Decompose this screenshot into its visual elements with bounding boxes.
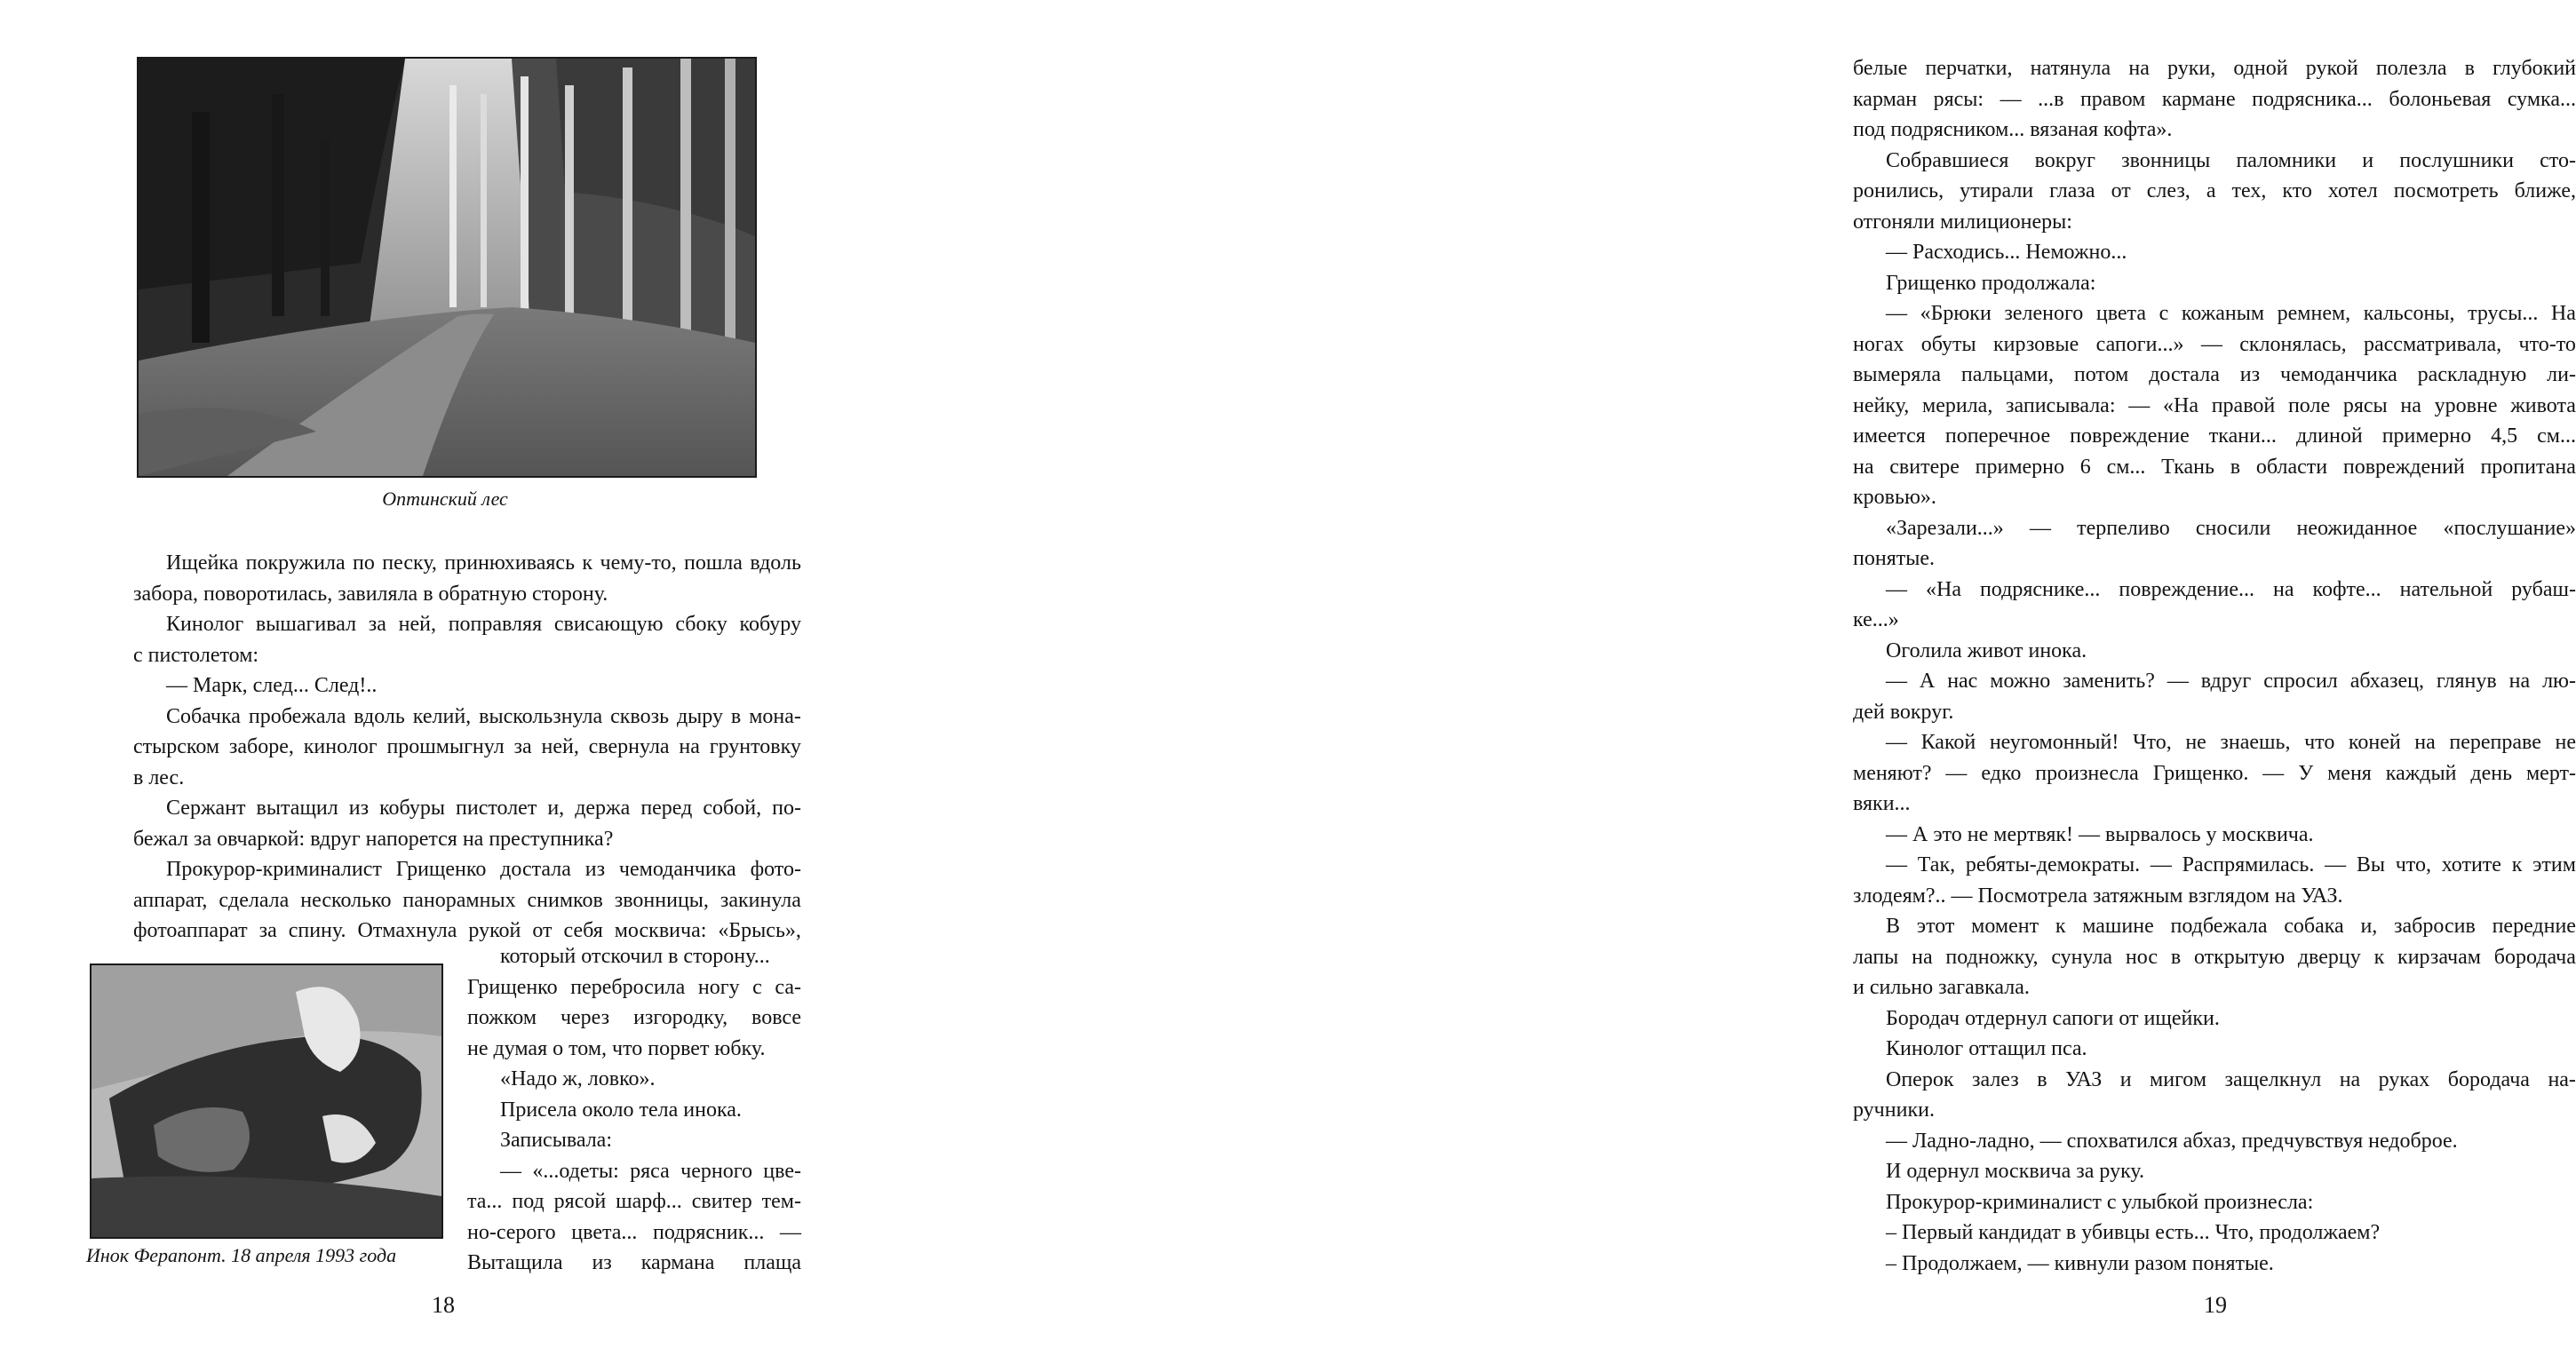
monk-photo (90, 963, 443, 1239)
text-line: на свитере примерно 6 см... Ткань в области повреждений пропитана (1853, 455, 2576, 479)
text-line: — Так, ребяты-демократы. — Распрямилась. — Вы что, хотите к этим (1886, 853, 2576, 876)
text-line: и сильно загавкала. (1853, 976, 2030, 999)
text-line: злодеям?.. — Посмотрела затяжным взглядом на УАЗ. (1853, 884, 2343, 908)
forest-photo-caption: Оптинский лес (382, 488, 508, 510)
text-line: — Расходись... Неможно... (1886, 241, 2127, 264)
page-number-right: 19 (2204, 1292, 2227, 1318)
text-line: под подрясником... вязаная кофта». (1853, 118, 2173, 141)
text-line: Оголила живот инока. (1886, 638, 2087, 662)
text-line: стырском заборе, кинолог прошмыгнул за ней, свернула на грунтовку (133, 735, 801, 758)
text-line: та... под рясой шарф... свитер тем- (467, 1190, 801, 1213)
text-line: который отскочил в сторону... (500, 945, 770, 968)
page-number-left: 18 (432, 1292, 455, 1318)
text-line: Прокурор-криминалист с улыбкой произнесла: (1886, 1190, 2314, 1214)
text-line: карман рясы: — ...в правом кармане подрясника... болоньевая сумка... (1853, 87, 2576, 111)
right-page (888, 0, 2576, 1356)
text-line: — Какой неугомонный! Что, не знаешь, что коней на переправе не (1886, 731, 2576, 754)
text-line: — А это не мертвяк! — вырвалось у москвича. (1886, 822, 2314, 846)
text-line: меняют? — едко произнесла Грищенко. — У меня каждый день мерт- (1853, 761, 2576, 785)
text-line: Кинолог оттащил пса. (1886, 1037, 2087, 1060)
text-line: белые перчатки, натянула на руки, одной рукой полезла в глубокий (1853, 57, 2576, 80)
text-line: вымеряла пальцами, потом достала из чемоданчика раскладную ли- (1853, 363, 2576, 386)
left-page-wrapped-text (467, 941, 801, 1279)
left-page (0, 0, 888, 1356)
text-line: дей вокруг. (1853, 700, 1954, 724)
text-line: Собравшиеся вокруг звонницы паломники и послушники сто- (1886, 148, 2576, 172)
text-line: – Первый кандидат в убивцы есть... Что, продолжаем? (1886, 1221, 2381, 1244)
text-line: ронились, утирали глаза от слез, а тех, кто хотел посмотреть ближе, (1853, 179, 2576, 202)
text-line: не думая о том, что порвет юбку. (467, 1036, 766, 1060)
text-line: ручники. (1853, 1098, 1935, 1122)
text-line: Грищенко продолжала: (1886, 271, 2096, 295)
text-line: Присела около тела инока. (500, 1098, 742, 1122)
text-line: Бородач отдернул сапоги от ищейки. (1886, 1006, 2220, 1030)
text-line: Грищенко перебросила ногу с са- (467, 975, 801, 999)
text-line: Собачка пробежала вдоль келий, выскользнула сквозь дыру в мона- (166, 704, 801, 728)
text-line: Сержант вытащил из кобуры пистолет и, держа перед собой, по- (166, 797, 801, 820)
text-line: фотоаппарат за спину. Отмахнула рукой от себя москвича: «Брысь», (133, 919, 801, 942)
right-page-body-text (1853, 53, 2576, 1279)
text-line: Прокурор-криминалист Грищенко достала из чемоданчика фото- (166, 858, 801, 881)
text-line: — А нас можно заменить? — вдруг спросил абхазец, глянув на лю- (1886, 670, 2576, 693)
text-line: Кинолог вышагивал за ней, поправляя свисающую сбоку кобуру (166, 613, 801, 636)
text-line: ке...» (1853, 608, 1899, 631)
text-line: Ищейка покружила по песку, принюхиваясь к чему-то, пошла вдоль (166, 551, 801, 575)
text-line: с пистолетом: (133, 643, 259, 667)
forest-photo (137, 57, 757, 478)
text-line: — «Брюки зеленого цвета с кожаным ремнем, кальсоны, трусы... На (1886, 302, 2576, 325)
text-line: отгоняли милиционеры: (1853, 210, 2072, 234)
text-line: ногах обуты кирзовые сапоги...» — склонялась, рассматривала, что-то (1853, 332, 2576, 356)
text-line: понятые. (1853, 547, 1935, 570)
text-line: – Продолжаем, — кивнули разом понятые. (1886, 1251, 2274, 1275)
text-line: бежал за овчаркой: вдруг напорется на преступника? (133, 827, 614, 851)
text-line: вяки... (1853, 792, 1911, 815)
text-line: аппарат, сделала несколько панорамных снимков звонницы, закинула (133, 888, 801, 912)
text-line: Вытащила из кармана плаща (467, 1251, 801, 1274)
text-line: — Ладно-ладно, — спохватился абхаз, предчувствуя недоброе. (1886, 1129, 2458, 1153)
text-line: нейку, мерила, записывала: — «На правой поле рясы на уровне живота (1853, 393, 2576, 417)
text-line: Оперок залез в УАЗ и мигом защелкнул на руках бородача на- (1886, 1067, 2576, 1091)
text-line: пожком через изгородку, вовсе (467, 1006, 801, 1029)
monk-photo-caption: Инок Ферапонт. 18 апреля 1993 года (86, 1244, 397, 1266)
text-line: кровью». (1853, 486, 1936, 509)
text-line: в лес. (133, 765, 185, 789)
text-line: «Зарезали...» — терпеливо сносили неожиданное «послушание» (1886, 516, 2576, 540)
text-line: — «...одеты: ряса черного цве- (500, 1159, 801, 1183)
text-line: лапы на подножку, сунула нос в открытую дверцу к кирзачам бородача (1853, 945, 2576, 969)
text-line: — «На подряснике... повреждение... на кофте... нательной рубаш- (1886, 577, 2576, 601)
text-line: «Надо ж, ловко». (500, 1067, 656, 1090)
text-line: но-серого цвета... подрясник... — (467, 1220, 801, 1244)
text-line: И одернул москвича за руку. (1886, 1160, 2144, 1183)
text-line: В этот момент к машине подбежала собака и, забросив передние (1886, 915, 2576, 938)
text-line: Записывала: (500, 1129, 612, 1152)
text-line: имеется поперечное повреждение ткани... длиной примерно 4,5 см... (1853, 424, 2576, 448)
left-page-body-text (133, 548, 801, 947)
text-line: — Марк, след... След!.. (166, 674, 378, 697)
text-line: забора, поворотилась, завиляла в обратную сторону. (133, 582, 608, 606)
